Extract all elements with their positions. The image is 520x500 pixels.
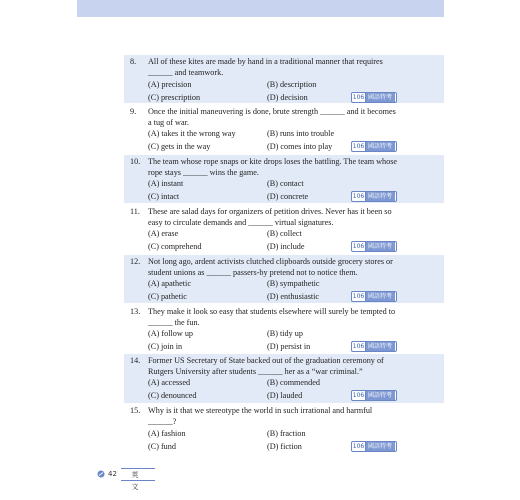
source-exam: 國語特考 bbox=[366, 391, 395, 400]
question-number: 12. bbox=[130, 257, 141, 266]
option-b[interactable]: (B) commended bbox=[267, 378, 320, 387]
source-exam: 國語特考 bbox=[366, 93, 395, 102]
question-stem: They make it look so easy that students elsewhere will surely be tempted to ______ the fun. bbox=[148, 307, 396, 327]
question-10 bbox=[124, 155, 444, 203]
option-b[interactable]: (B) description bbox=[267, 80, 317, 89]
option-d[interactable]: (D) persist in bbox=[267, 342, 311, 351]
question-11 bbox=[124, 205, 444, 253]
option-c[interactable]: (C) intact bbox=[148, 192, 180, 201]
option-d[interactable]: (D) comes into play bbox=[267, 142, 333, 151]
option-a[interactable]: (A) erase bbox=[148, 229, 179, 238]
question-stem: Former US Secretary of State backed out of the graduation ceremony of Rutgers University after students ______ her as a “war criminal.” bbox=[148, 356, 384, 376]
section-label: 英 文 bbox=[121, 468, 155, 481]
option-a[interactable]: (A) precision bbox=[148, 80, 192, 89]
question-12 bbox=[124, 255, 444, 303]
source-year: 106 bbox=[352, 143, 365, 150]
question-number: 13. bbox=[130, 307, 141, 316]
source-year: 106 bbox=[352, 392, 365, 399]
source-tag bbox=[351, 390, 397, 401]
source-year: 106 bbox=[352, 243, 365, 250]
page-number: 42 bbox=[108, 470, 117, 478]
option-c[interactable]: (C) gets in the way bbox=[148, 142, 211, 151]
question-number: 9. bbox=[130, 107, 137, 116]
option-b[interactable]: (B) fraction bbox=[267, 429, 306, 438]
option-d[interactable]: (D) concrete bbox=[267, 192, 309, 201]
question-number: 15. bbox=[130, 406, 141, 415]
source-tag bbox=[351, 291, 397, 302]
option-c[interactable]: (C) pathetic bbox=[148, 292, 187, 301]
option-b[interactable]: (B) collect bbox=[267, 229, 302, 238]
question-number: 14. bbox=[130, 356, 141, 365]
option-b[interactable]: (B) contact bbox=[267, 179, 304, 188]
source-exam: 國語特考 bbox=[366, 142, 395, 151]
option-b[interactable]: (B) tidy up bbox=[267, 329, 303, 338]
question-stem: The team whose rope snaps or kite drops loses the battling. The team whose rope stays ______ wins the game. bbox=[148, 157, 398, 177]
question-number: 8. bbox=[130, 57, 137, 66]
question-stem: These are salad days for organizers of petition drives. Never has it been so easy to circulate demands and ______ virtual signatures. bbox=[148, 207, 392, 227]
question-stem: Why is it that we stereotype the world in such irrational and harmful ______? bbox=[148, 406, 373, 426]
option-d[interactable]: (D) lauded bbox=[267, 391, 303, 400]
source-exam: 國語特考 bbox=[366, 242, 395, 251]
source-year: 106 bbox=[352, 343, 365, 350]
option-a[interactable]: (A) takes it the wrong way bbox=[148, 129, 236, 138]
header-band bbox=[77, 0, 444, 17]
source-tag bbox=[351, 92, 397, 103]
option-a[interactable]: (A) instant bbox=[148, 179, 184, 188]
question-stem: Once the initial maneuvering is done, brute strength ______ and it becomes a tug of war. bbox=[148, 107, 396, 127]
question-9 bbox=[124, 105, 444, 153]
option-a[interactable]: (A) fashion bbox=[148, 429, 186, 438]
source-exam: 國語特考 bbox=[366, 342, 395, 351]
source-tag bbox=[351, 341, 397, 352]
source-exam: 國語特考 bbox=[366, 442, 395, 451]
source-year: 106 bbox=[352, 193, 365, 200]
source-tag bbox=[351, 441, 397, 452]
source-tag bbox=[351, 241, 397, 252]
option-c[interactable]: (C) denounced bbox=[148, 391, 197, 400]
option-a[interactable]: (A) follow up bbox=[148, 329, 194, 338]
source-tag bbox=[351, 191, 397, 202]
source-tag bbox=[351, 141, 397, 152]
leaf-icon bbox=[97, 470, 105, 478]
question-number: 11. bbox=[130, 207, 140, 216]
source-year: 106 bbox=[352, 293, 365, 300]
option-a[interactable]: (A) accessed bbox=[148, 378, 191, 387]
question-number: 10. bbox=[130, 157, 141, 166]
option-d[interactable]: (D) enthusiastic bbox=[267, 292, 320, 301]
option-d[interactable]: (D) decision bbox=[267, 93, 308, 102]
option-d[interactable]: (D) fiction bbox=[267, 442, 302, 451]
source-year: 106 bbox=[352, 94, 365, 101]
question-13 bbox=[124, 305, 444, 353]
option-b[interactable]: (B) runs into trouble bbox=[267, 129, 335, 138]
option-c[interactable]: (C) join in bbox=[148, 342, 183, 351]
option-a[interactable]: (A) apathetic bbox=[148, 279, 191, 288]
option-c[interactable]: (C) prescription bbox=[148, 93, 201, 102]
source-year: 106 bbox=[352, 443, 365, 450]
question-stem: Not long ago, ardent activists clutched clipboards outside grocery stores or student unions as ______ passers-by pretend not to notice them. bbox=[148, 257, 393, 277]
question-14 bbox=[124, 354, 444, 403]
question-8 bbox=[124, 55, 444, 103]
source-exam: 國語特考 bbox=[366, 192, 395, 201]
option-b[interactable]: (B) sympathetic bbox=[267, 279, 320, 288]
option-c[interactable]: (C) comprehend bbox=[148, 242, 202, 251]
question-stem: All of these kites are made by hand in a traditional manner that requires ______ and teamwork. bbox=[148, 57, 383, 77]
source-exam: 國語特考 bbox=[366, 292, 395, 301]
option-c[interactable]: (C) fund bbox=[148, 442, 176, 451]
option-d[interactable]: (D) include bbox=[267, 242, 305, 251]
question-15 bbox=[124, 404, 444, 454]
